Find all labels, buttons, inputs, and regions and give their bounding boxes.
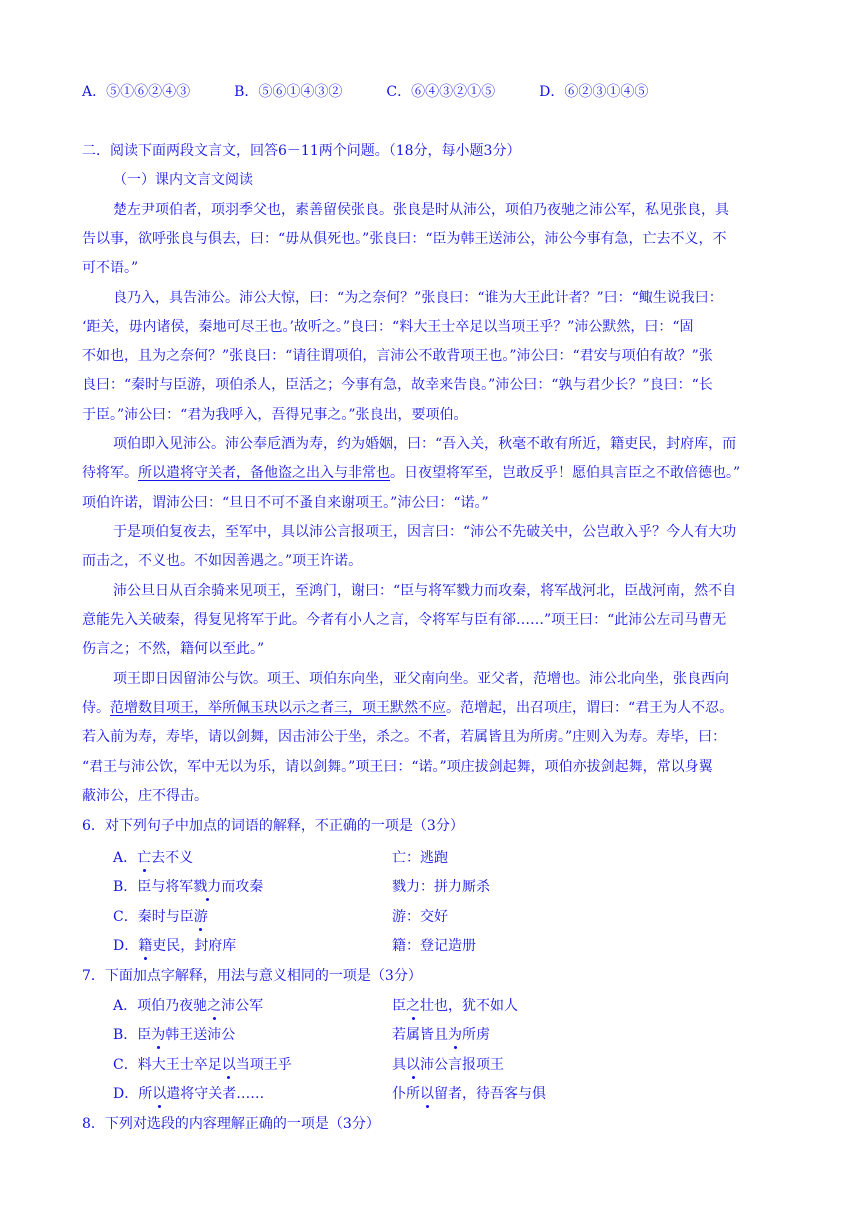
- passage-line: [82, 698, 733, 718]
- option-text: B．臣与将军: [113, 879, 194, 895]
- passage-line: 良乃入，具告沛公。沛公大惊，曰：“为之奈何？”张良曰：“谁为大王此计者？”曰：“鲰生说我曰：: [113, 290, 723, 306]
- option-text: 留者，待吾客与俱: [434, 1086, 546, 1102]
- option-explanation: 游：交好: [392, 909, 448, 925]
- choice-d: D．⑥②③①④⑤: [539, 84, 649, 100]
- option-text: 遣将守关者……: [166, 1086, 265, 1102]
- dotted-word: 之: [207, 998, 222, 1014]
- option-text: 沛公言报项王: [420, 1057, 504, 1073]
- passage-line: 不如也，且为之奈何？”张良曰：“请往谓项伯，言沛公不敢背项王也。”沛公曰：“君安与项伯有故？”张: [82, 348, 713, 364]
- passage-line: 于是项伯复夜去，至军中，具以沛公言报项王，因言曰：“沛公不先破关中，公岂敢入乎？今人有大功: [113, 524, 737, 540]
- passage-text: 侍。: [82, 700, 110, 716]
- option-text: 壮也，犹不如人: [420, 998, 518, 1014]
- option-text: 而攻秦: [221, 879, 264, 895]
- option-text: 具: [392, 1057, 406, 1073]
- dotted-word: 以: [152, 1086, 167, 1102]
- q7-option-b: [113, 1025, 713, 1045]
- option-text: 去不义: [151, 850, 194, 866]
- passage-line: “君王与沛公饮，军中无以为乐，请以剑舞。”项王曰：“诺。”项庄拔剑起舞，项伯亦拔剑起舞，常以身翼: [82, 759, 713, 775]
- passage-line: [82, 463, 740, 483]
- passage-text: 。范增起，出召项庄，谓曰：“君王为人不忍。: [446, 700, 734, 716]
- passage-line: 项王即日因留沛公与饮。项王、项伯东向坐，亚父南向坐。亚父者，范增也。沛公北向坐，张良西向: [113, 671, 729, 687]
- question-7-stem: 7．下面加点字解释，用法与意义相同的一项是（3分）: [82, 968, 422, 984]
- passage-line: 楚左尹项伯者，项羽季父也，素善留侯张良。张良是时从沛公，项伯乃夜驰之沛公军，私见张良，具: [113, 202, 729, 218]
- option-text: 吏民，封府库: [152, 938, 237, 954]
- option-text: 臣: [392, 998, 406, 1014]
- passage-text: 待将军。: [82, 465, 138, 481]
- dotted-word: 戮力: [193, 879, 222, 895]
- option-text: 当项王乎: [235, 1057, 292, 1073]
- dotted-word: 以: [406, 1057, 420, 1073]
- option-text: 韩王送沛公: [165, 1027, 236, 1043]
- passage-line: 伤言之；不然，籍何以至此。”: [82, 641, 265, 657]
- subsection-title: （一）课内文言文阅读: [113, 172, 253, 188]
- option-text: A．: [113, 850, 138, 866]
- dotted-word: 以: [420, 1086, 434, 1102]
- passage-line: 而击之，不义也。不如因善遇之。”项王许诺。: [82, 553, 363, 569]
- q6-option-d: [113, 936, 713, 956]
- option-text: C．料大王士卒足: [113, 1057, 222, 1073]
- underlined-sentence: 所以遣将守关者，备他盗之出入与非常也: [138, 465, 390, 481]
- passage-line: 意能先入关破秦，得复见将军于此。今者有小人之言，令将军与臣有郤……”项王曰：“此沛公左司马曹无: [82, 612, 727, 628]
- option-text: D．: [113, 938, 139, 954]
- choice-a: A．⑤①⑥②④③: [82, 84, 191, 100]
- option-explanation: 籍：登记造册: [392, 938, 476, 954]
- dotted-word: 游: [193, 909, 208, 925]
- q6-option-a: [113, 848, 713, 868]
- passage-text: 。日夜望将军至，岂敢反乎！愿伯具言臣之不敢倍德也。”: [390, 465, 741, 481]
- section-title: 二．阅读下面两段文言文，回答6－11两个问题。（18分，每小题3分）: [82, 143, 521, 159]
- q7-option-a: [113, 996, 713, 1016]
- option-text: 若属皆且: [392, 1027, 448, 1043]
- passage-line: 蔽沛公，庄不得击。: [82, 788, 208, 804]
- passage-line: 若入前为寿，寿毕，请以剑舞，因击沛公于坐，杀之。不者，若属皆且为所虏。”庄则入为寿。寿毕，曰：: [82, 729, 727, 745]
- passage-line: 项伯即入见沛公。沛公奉卮酒为寿，约为婚姻，曰：“吾入关，秋毫不敢有所近，籍吏民，封府库，而: [113, 436, 737, 452]
- option-explanation: 亡：逃跑: [392, 850, 448, 866]
- passage-line: 沛公旦日从百余骑来见项王，至鸿门，谢曰：“臣与将军戮力而攻秦，将军战河北，臣战河南，然不自: [113, 583, 737, 599]
- choice-c: C．⑥④③②①⑤: [386, 84, 496, 100]
- dotted-word: 为: [448, 1027, 462, 1043]
- question-8-stem: 8．下列对选段的内容理解正确的一项是（3分）: [82, 1116, 380, 1132]
- question-6-stem: 6．对下列句子中加点的词语的解释，不正确的一项是（3分）: [82, 818, 464, 834]
- option-text: 所虏: [462, 1027, 490, 1043]
- dotted-word: 以: [221, 1057, 236, 1073]
- dotted-word: 之: [406, 998, 420, 1014]
- dotted-word: 籍: [138, 938, 153, 954]
- passage-line: 项伯许诺，谓沛公曰：“旦日不可不蚤自来谢项王。”沛公曰：“诺。”: [82, 495, 489, 511]
- option-text: A．项伯乃夜驰: [113, 998, 208, 1014]
- option-text: 仆所: [392, 1086, 420, 1102]
- q7-option-d: [113, 1084, 713, 1104]
- option-explanation: 戮力：拼力厮杀: [392, 879, 490, 895]
- question5-choices: [82, 82, 692, 102]
- option-text: D．所: [113, 1086, 153, 1102]
- passage-line: 告以事，欲呼张良与俱去，曰：“毋从俱死也。”张良曰：“臣为韩王送沛公，沛公今事有急，亡去不义，不: [82, 231, 727, 247]
- q6-option-c: [113, 907, 713, 927]
- underlined-sentence: 范增数目项王，举所佩玉玦以示之者三，项王默然不应: [110, 700, 446, 716]
- q6-option-b: [113, 877, 713, 897]
- choice-b: B．⑤⑥①④③②: [234, 84, 343, 100]
- passage-line: 于臣。”沛公曰：“君为我呼入，吾得兄事之。”张良出，要项伯。: [82, 407, 468, 423]
- passage-line: ‘距关，毋内诸侯，秦地可尽王也。’故听之。”良曰：“料大王士卒足以当项王乎？”沛公默然，曰：“固: [82, 319, 694, 335]
- option-text: 沛公军: [221, 998, 264, 1014]
- option-text: C．秦时与臣: [113, 909, 194, 925]
- dotted-word: 为: [151, 1027, 166, 1043]
- dotted-word: 亡: [137, 850, 152, 866]
- passage-line: 良曰：“秦时与臣游，项伯杀人，臣活之；今事有急，故幸来告良。”沛公曰：“孰与君少长？”良曰：“长: [82, 377, 713, 393]
- option-text: B．臣: [113, 1027, 152, 1043]
- passage-line: 可不语。”: [82, 260, 139, 276]
- q7-option-c: [113, 1055, 713, 1075]
